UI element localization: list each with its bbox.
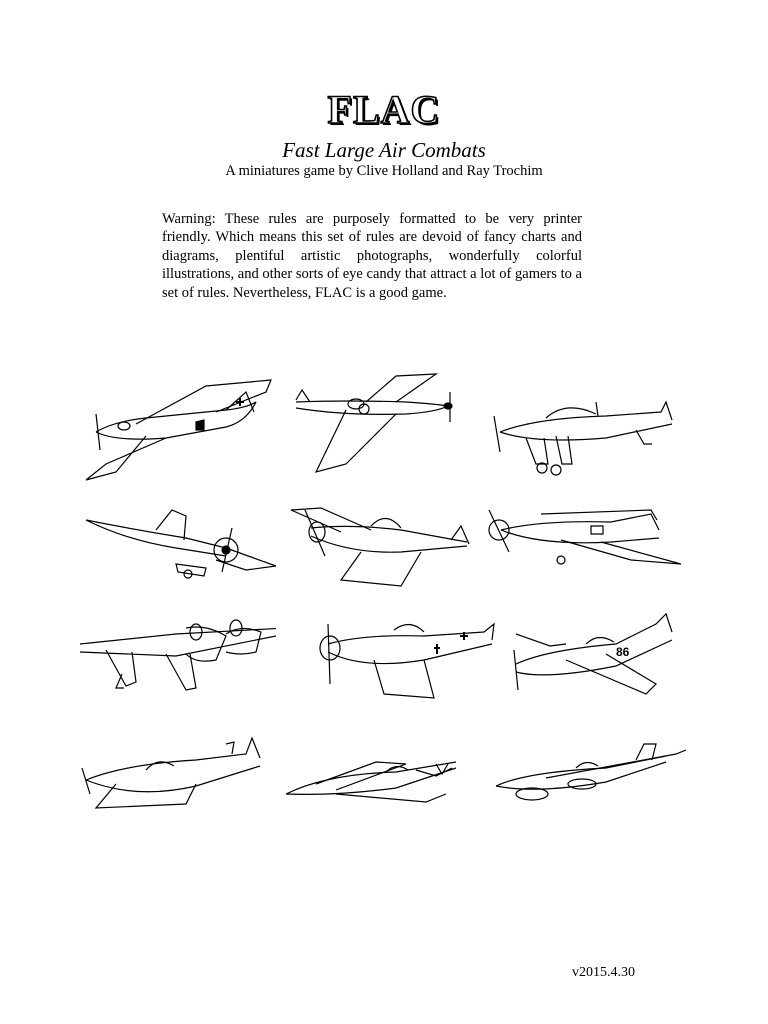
aircraft-illustration-grid	[76, 372, 680, 820]
p51-mustang-illustration	[506, 604, 706, 716]
warning-paragraph: Warning: These rules are purposely formatted to be very printer friendly. Which means this set of rules are devoid of fancy charts and diagrams, plentiful artistic photographs, wonderfully colorful illustrations, and other sorts of eye candy that attract a lot of gamers to a set of rules. Nevertheless, FLAC is a good game.	[162, 211, 582, 301]
bf110-illustration	[76, 604, 276, 716]
dauntless-illustration	[481, 490, 681, 602]
me262-illustration	[486, 724, 686, 836]
bf109-illustration	[76, 372, 276, 484]
p51-markings: 86	[616, 645, 630, 659]
document-subtitle: Fast Large Air Combats	[282, 138, 486, 162]
author-byline: A miniatures game by Clive Holland and Ray Trochim	[225, 163, 543, 179]
document-title: FLAC	[327, 87, 441, 132]
stuka-illustration	[486, 372, 686, 484]
version-label: v2015.4.30	[572, 965, 635, 980]
p39-airacobra-illustration	[76, 724, 276, 836]
ki61-illustration	[281, 490, 481, 602]
spitfire-illustration	[286, 372, 486, 484]
p40-warhawk-illustration	[276, 724, 476, 836]
corsair-illustration	[76, 490, 276, 602]
fw190-illustration	[314, 604, 514, 716]
